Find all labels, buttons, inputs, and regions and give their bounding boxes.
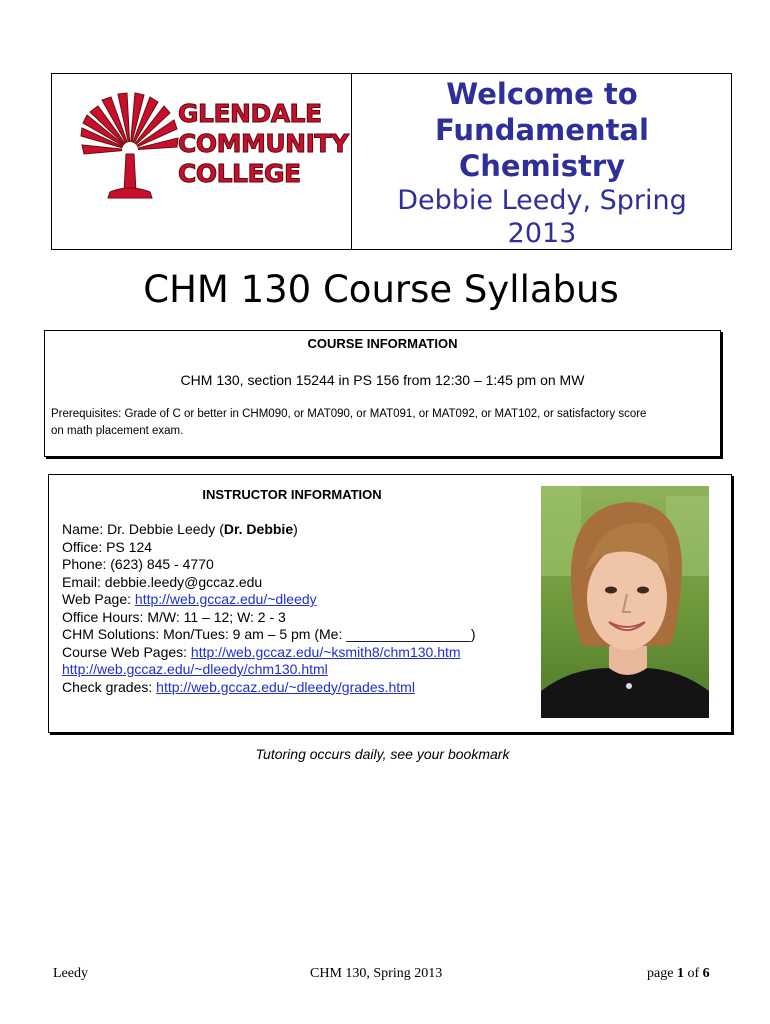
instructor-office-hours: Office Hours: M/W: 11 – 12; W: 2 - 3 [62,608,286,625]
prereq-line: Prerequisites: Grade of C or better in CHM090, or MAT090, or MAT091, or MAT092, or MAT102, or satisfactory score [51,408,647,420]
footer-page-number [647,966,710,982]
page-mid: of [683,966,703,981]
name-suffix: ) [293,521,298,537]
instructor-name [62,521,532,539]
logo-text-glendale: GLENDALE [178,99,322,128]
page-prefix: page [647,966,677,981]
welcome-title [352,76,732,184]
prereq-line: on math placement exam. [51,425,184,437]
instructor-webpage [62,591,532,609]
instructor-phone: Phone: (623) 845 - 4770 [62,556,214,572]
page-title: CHM 130 Course Syllabus [143,268,619,311]
instructor-office: Office: PS 124 [62,538,153,555]
course-web-pages [62,644,532,662]
footer-course: CHM 130, Spring 2013 [310,966,443,981]
course-section-line: CHM 130, section 15244 in PS 156 from 12:30 – 1:45 pm on MW [180,372,585,388]
page-total: 6 [702,966,710,981]
tutoring-note: Tutoring occurs daily, see your bookmark [255,746,510,762]
webpage-label: Web Page: [62,591,135,607]
course-web-link-dleedy[interactable]: http://web.gccaz.edu/~dleedy/chm130.html [62,661,328,677]
name-prefix: Name: Dr. Debbie Leedy ( [62,521,224,537]
welcome-line: Fundamental [435,113,649,147]
check-grades [62,679,532,697]
page-current: 1 [676,966,684,981]
webpage-link[interactable]: http://web.gccaz.edu/~dleedy [134,591,317,607]
grades-link[interactable]: http://web.gccaz.edu/~dleedy/grades.html [156,678,415,695]
name-bold: Dr. Debbie [223,521,294,537]
instructor-term [352,184,732,250]
course-web-label: Course Web Pages: [62,643,191,660]
sunburst-logo-icon [80,92,180,202]
portrait-image [541,486,709,718]
college-logo [80,92,352,202]
welcome-line: Welcome to [446,77,638,111]
instructor-email: Email: debbie.leedy@gccaz.edu [62,573,263,590]
grades-label: Check grades: [62,678,157,695]
footer-author: Leedy [53,966,88,981]
course-info-heading: COURSE INFORMATION [307,336,458,351]
course-web-link-ksmith[interactable]: http://web.gccaz.edu/~ksmith8/chm130.htm [190,643,461,660]
chm-solutions: CHM Solutions: Mon/Tues: 9 am – 5 pm (Me: ________________) [62,626,476,642]
prerequisites [51,406,716,440]
instructor-term-line: Debbie Leedy, Spring [397,185,687,216]
instructor-details [62,521,532,696]
instructor-info-heading: INSTRUCTOR INFORMATION [202,487,382,502]
instructor-photo [541,486,709,718]
instructor-term-line: 2013 [507,218,577,249]
logo-text-college: COLLEGE [178,159,301,188]
course-web-pages-2 [62,661,532,679]
logo-text-community: COMMUNITY [178,129,349,158]
welcome-line: Chemistry [458,149,626,183]
